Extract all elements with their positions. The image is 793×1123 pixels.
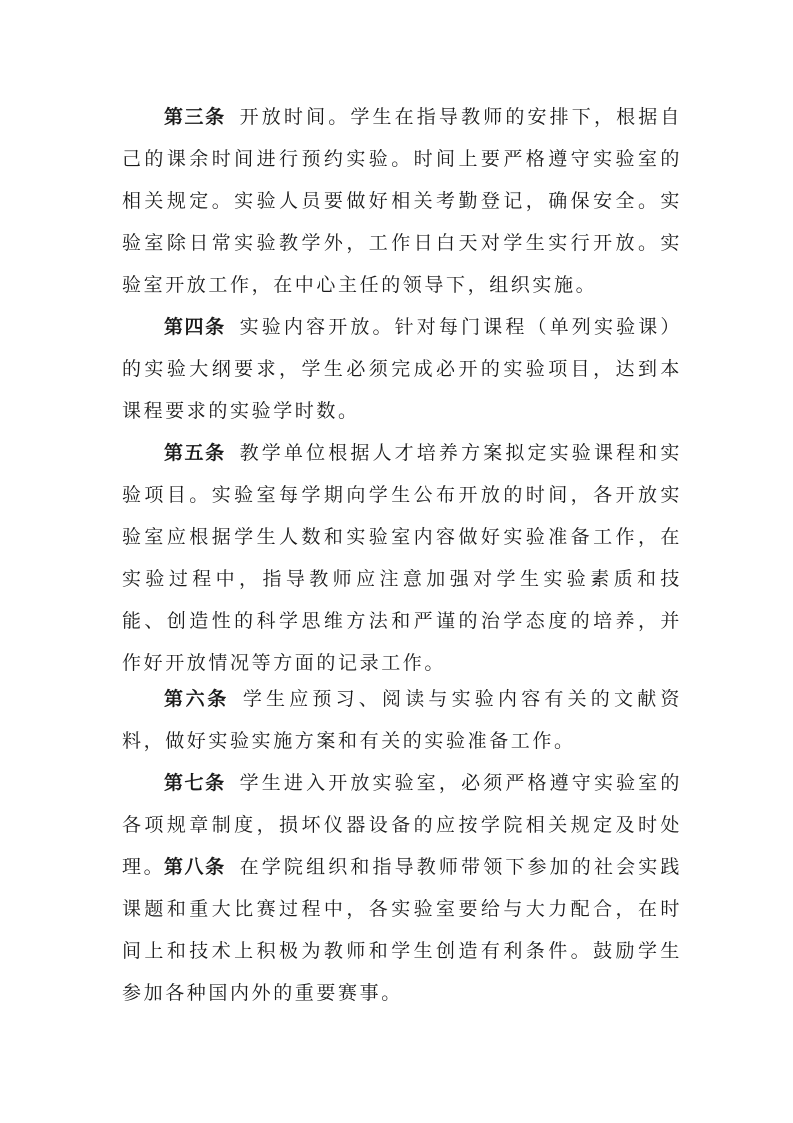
article-4 (122, 306, 682, 432)
article-5-label: 第五条 (164, 442, 226, 464)
article-7-label: 第七条 (164, 772, 226, 794)
article-5-text: 教学单位根据人才培养方案拟定实验课程和实验项目。实验室每学期向学生公布开放的时间，各开放实验室应根据学生人数和实验室内容做好实验准备工作，在实验过程中，指导教师应注意加强对学生实验素质和技能、创造性的科学思维方法和严谨的治学态度的培养，并作好开放情况等方面的记录工作。 (122, 442, 682, 674)
article-3 (122, 96, 682, 306)
article-5 (122, 432, 682, 684)
article-4-text: 实验内容开放。针对每门课程（单列实验课）的实验大纲要求，学生必须完成必开的实验项目，达到本课程要求的实验学时数。 (122, 316, 682, 422)
article-3-text: 开放时间。学生在指导教师的安排下，根据自己的课余时间进行预约实验。时间上要严格遵守实验室的相关规定。实验人员要做好相关考勤登记，确保安全。实验室除日常实验教学外，工作日白天对学生实行开放。实验室开放工作，在中心主任的领导下，组织实施。 (122, 106, 682, 296)
article-8 (122, 846, 682, 1014)
article-3-label: 第三条 (164, 106, 226, 128)
article-7-text: 学生进入开放实验室，必须严格遵守实验室的各项规章制度，损坏仪器设备的应按学院相关规定及时处理。 (122, 772, 682, 878)
article-6-label: 第六条 (164, 688, 229, 710)
article-6-text: 学生应预习、阅读与实验内容有关的文献资料，做好实验实施方案和有关的实验准备工作。 (122, 688, 682, 752)
article-8-text: 在学院组织和指导教师带领下参加的社会实践课题和重大比赛过程中，各实验室要给与大力配合，在时间上和技术上积极为教师和学生创造有利条件。鼓励学生参加各种国内外的重要赛事。 (122, 856, 682, 1004)
article-4-label: 第四条 (164, 316, 226, 338)
article-8-label: 第八条 (164, 856, 226, 878)
article-6 (122, 678, 682, 762)
